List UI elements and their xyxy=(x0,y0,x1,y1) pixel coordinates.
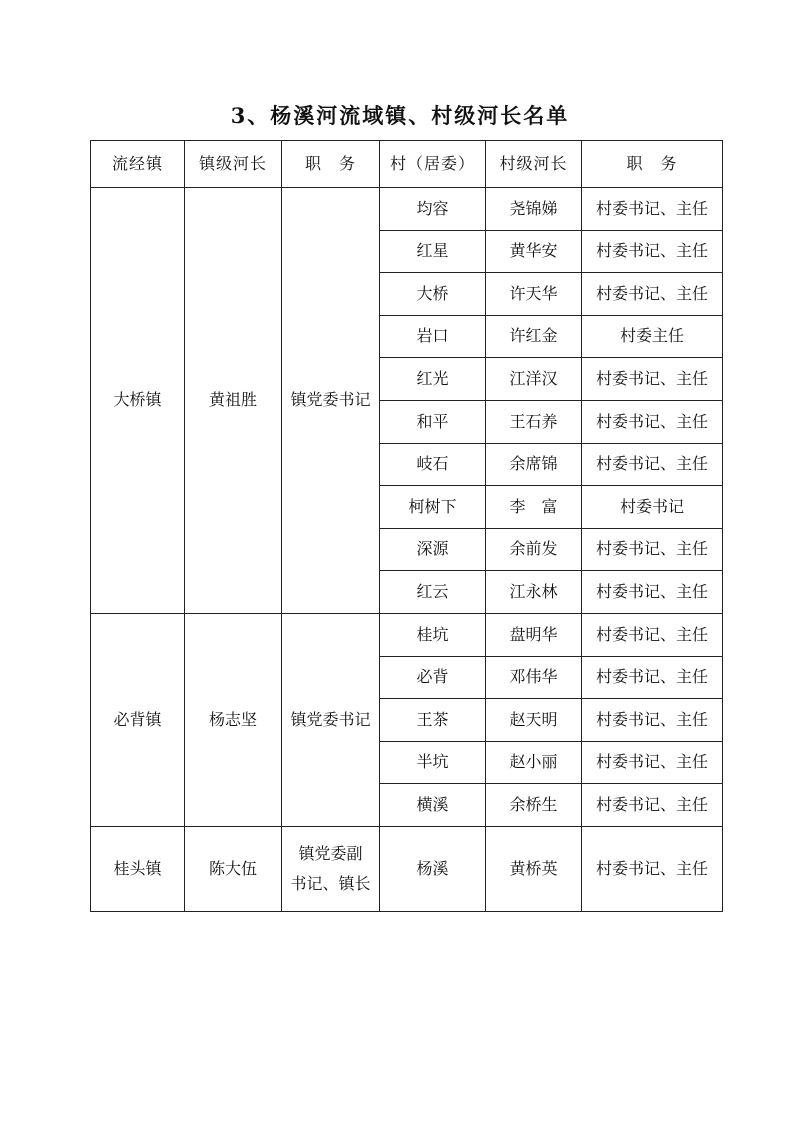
header-village-role: 职 务 xyxy=(582,141,723,188)
village-role: 村委书记、主任 xyxy=(582,400,723,443)
village-chief: 赵小丽 xyxy=(486,741,582,784)
village-chief: 江洋汉 xyxy=(486,358,582,401)
river-chief-table xyxy=(90,140,723,912)
village-name: 杨溪 xyxy=(380,826,486,911)
village-role: 村委书记、主任 xyxy=(582,188,723,231)
village-chief: 黄桥英 xyxy=(486,826,582,911)
table-row xyxy=(91,613,723,656)
village-role: 村委书记、主任 xyxy=(582,358,723,401)
table-row xyxy=(91,826,723,911)
town-role: 镇党委书记 xyxy=(282,613,380,826)
table-row xyxy=(91,188,723,231)
village-role: 村委书记、主任 xyxy=(582,273,723,316)
village-chief: 余席锦 xyxy=(486,443,582,486)
village-chief: 赵天明 xyxy=(486,699,582,742)
village-role: 村委书记 xyxy=(582,486,723,529)
document-title: 3、杨溪河流域镇、村级河长名单 xyxy=(230,103,570,128)
village-name: 深源 xyxy=(380,528,486,571)
village-chief: 余前发 xyxy=(486,528,582,571)
village-chief: 许红金 xyxy=(486,315,582,358)
village-name: 和平 xyxy=(380,400,486,443)
village-chief: 江永林 xyxy=(486,571,582,614)
village-name: 红云 xyxy=(380,571,486,614)
header-town-role: 职 务 xyxy=(282,141,380,188)
village-name: 王茶 xyxy=(380,699,486,742)
village-chief: 许天华 xyxy=(486,273,582,316)
village-chief: 李 富 xyxy=(486,486,582,529)
village-name: 红光 xyxy=(380,358,486,401)
town-role: 镇党委书记 xyxy=(282,188,380,614)
town-name: 桂头镇 xyxy=(91,826,185,911)
header-town-chief: 镇级河长 xyxy=(185,141,282,188)
village-chief: 盘明华 xyxy=(486,613,582,656)
village-role: 村委书记、主任 xyxy=(582,826,723,911)
village-name: 岩口 xyxy=(380,315,486,358)
village-name: 均容 xyxy=(380,188,486,231)
header-village: 村（居委） xyxy=(380,141,486,188)
village-chief: 黄华安 xyxy=(486,230,582,273)
village-role: 村委书记、主任 xyxy=(582,699,723,742)
village-role: 村委书记、主任 xyxy=(582,443,723,486)
village-role: 村委主任 xyxy=(582,315,723,358)
header-town: 流经镇 xyxy=(91,141,185,188)
village-role: 村委书记、主任 xyxy=(582,230,723,273)
town-role-line2: 书记、镇长 xyxy=(290,873,371,893)
header-village-chief: 村级河长 xyxy=(486,141,582,188)
village-chief: 尧锦娣 xyxy=(486,188,582,231)
village-role: 村委书记、主任 xyxy=(582,613,723,656)
village-role: 村委书记、主任 xyxy=(582,571,723,614)
town-name: 大桥镇 xyxy=(91,188,185,614)
table-header-row xyxy=(91,141,723,188)
village-name: 大桥 xyxy=(380,273,486,316)
village-role: 村委书记、主任 xyxy=(582,528,723,571)
village-name: 岐石 xyxy=(380,443,486,486)
village-chief: 邓伟华 xyxy=(486,656,582,699)
town-chief: 陈大伍 xyxy=(185,826,282,911)
village-role: 村委书记、主任 xyxy=(582,741,723,784)
village-role: 村委书记、主任 xyxy=(582,656,723,699)
village-name: 红星 xyxy=(380,230,486,273)
town-chief: 杨志坚 xyxy=(185,613,282,826)
village-name: 必背 xyxy=(380,656,486,699)
village-name: 半坑 xyxy=(380,741,486,784)
village-chief: 王石养 xyxy=(486,400,582,443)
town-role xyxy=(282,826,380,911)
village-chief: 余桥生 xyxy=(486,784,582,827)
town-role-line1: 镇党委副 xyxy=(298,843,363,863)
town-chief: 黄祖胜 xyxy=(185,188,282,614)
village-name: 柯树下 xyxy=(380,486,486,529)
village-role: 村委书记、主任 xyxy=(582,784,723,827)
village-name: 横溪 xyxy=(380,784,486,827)
town-name: 必背镇 xyxy=(91,613,185,826)
village-name: 桂坑 xyxy=(380,613,486,656)
